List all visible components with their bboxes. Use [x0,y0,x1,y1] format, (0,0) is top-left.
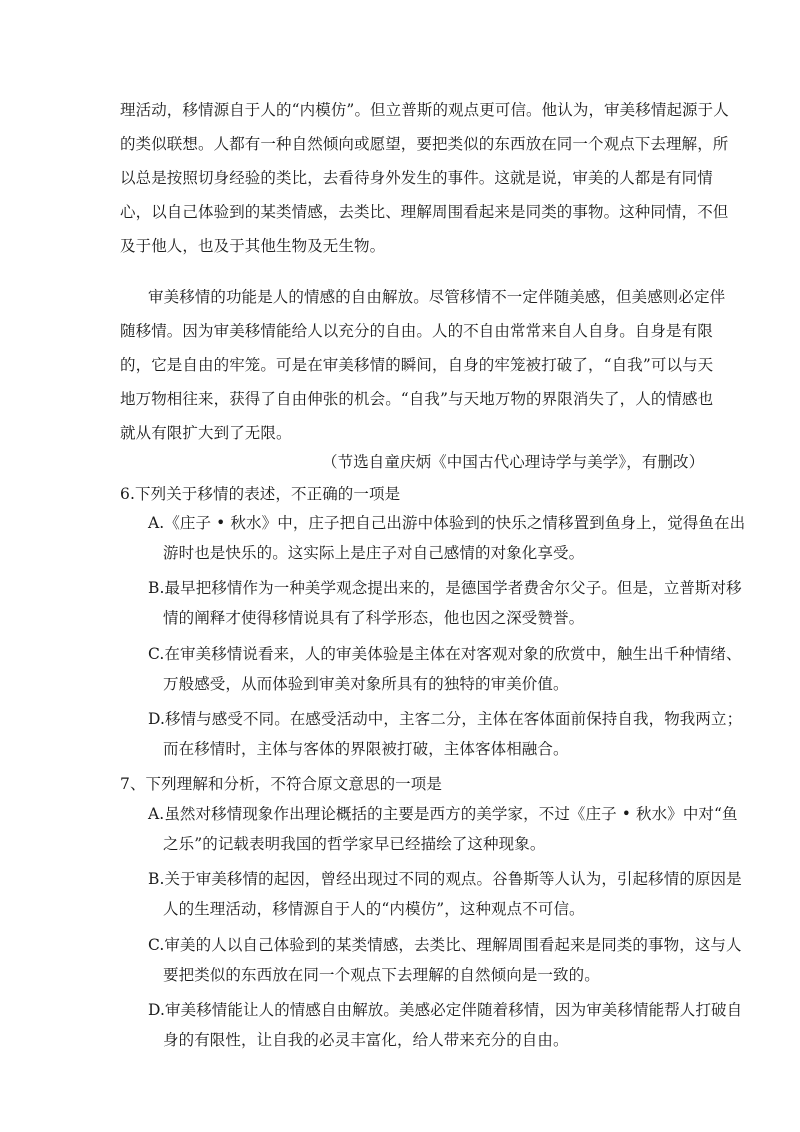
q7-option-b-line-2: 人的生理活动，移情源自于人的“内模仿”，这种观点不可信。 [163,900,585,918]
passage-source: （节选自童庆炳《中国古代心理诗学与美学》，有删改） [322,453,705,471]
q6-option-a-line-2: 游时也是快乐的。这实际上是庄子对自己感情的对象化享受。 [163,544,585,562]
q7-option-c-line-1: C.审美的人以自己体验到的某类情感，去类比、理解周围看起来是同类的事物，这与人 [148,936,742,954]
passage-p1-line-1: 理活动，移情源自于人的“内模仿”。但立普斯的观点更可信。他认为，审美移情起源于人 [120,101,729,119]
passage-p2-line-1: 审美移情的功能是人的情感的自由解放。尽管移情不一定伴随美感，但美感则必定伴 [148,288,726,306]
passage-p1-line-3: 以总是按照切身经验的类比，去看待身外发生的事件。这就是说，审美的人都是有同情 [120,169,713,187]
q6-option-b-line-1: B.最早把移情作为一种美学观念提出来的，是德国学者费舍尔父子。但是，立普斯对移 [148,579,742,597]
q6-option-c-line-1: C.在审美移情说看来，人的审美体验是主体在对客观对象的欣赏中，触生出千种情绪、 [148,645,742,663]
passage-p1-line-2: 的类似联想。人都有一种自然倾向或愿望，要把类似的东西放在同一个观点下去理解，所 [120,135,729,153]
passage-p2-line-2: 随移情。因为审美移情能给人以充分的自由。人的不自由常常来自人自身。自身是有限 [120,322,713,340]
q7-option-a-line-1: A.虽然对移情现象作出理论概括的主要是西方的美学家，不过《庄子 • 秋水》中对“鱼 [148,805,738,823]
passage-p2-line-5: 就从有限扩大到了无限。 [120,424,292,442]
q7-option-d-line-2: 身的有限性，让自我的必灵丰富化，给人带来充分的自由。 [163,1031,569,1049]
q7-option-d-line-1: D.审美移情能让人的情感自由解放。美感必定伴随着移情，因为审美移情能帮人打破自 [148,1001,743,1019]
passage-p1-line-4: 心，以自己体验到的某类情感，去类比、理解周围看起来是同类的事物。这种同情，不但 [120,203,729,221]
q7-option-b-line-1: B.关于审美移情的起因，曾经出现过不同的观点。谷鲁斯等人认为，引起移情的原因是 [148,870,742,888]
question-6-stem: 6.下列关于移情的表述，不正确的一项是 [120,485,401,503]
q7-option-c-line-2: 要把类似的东西放在同一个观点下去理解的自然倾向是一致的。 [163,966,600,984]
q6-option-d-line-1: D.移情与感受不同。在感受活动中，主客二分，主体在客体面前保持自我，物我两立； [148,710,743,728]
passage-p2-line-3: 的，它是自由的牢笼。可是在审美移情的瞬间，自身的牢笼被打破了，“自我”可以与天 [120,356,714,374]
question-7-stem: 7、下列理解和分析，不符合原文意思的一项是 [120,775,442,793]
q7-option-a-line-2: 之乐”的记载表明我国的哲学家早已经描绘了这种现象。 [163,835,546,853]
q6-option-c-line-2: 万般感受，从而体验到审美对象所具有的独特的审美价值。 [163,675,569,693]
passage-p1-line-5: 及于他人，也及于其他生物及无生物。 [120,237,386,255]
q6-option-b-line-2: 情的阐释才使得移情说具有了科学形态，他也因之深受赞誉。 [163,609,585,627]
q6-option-d-line-2: 而在移情时，主体与客体的界限被打破，主体客体相融合。 [163,740,569,758]
passage-p2-line-4: 地万物相往来，获得了自由伸张的机会。“自我”与天地万物的界限消失了，人的情感也 [120,390,714,408]
q6-option-a-line-1: A.《庄子 • 秋水》中，庄子把自己出游中体验到的快乐之情移置到鱼身上，觉得鱼在出 [148,514,746,532]
